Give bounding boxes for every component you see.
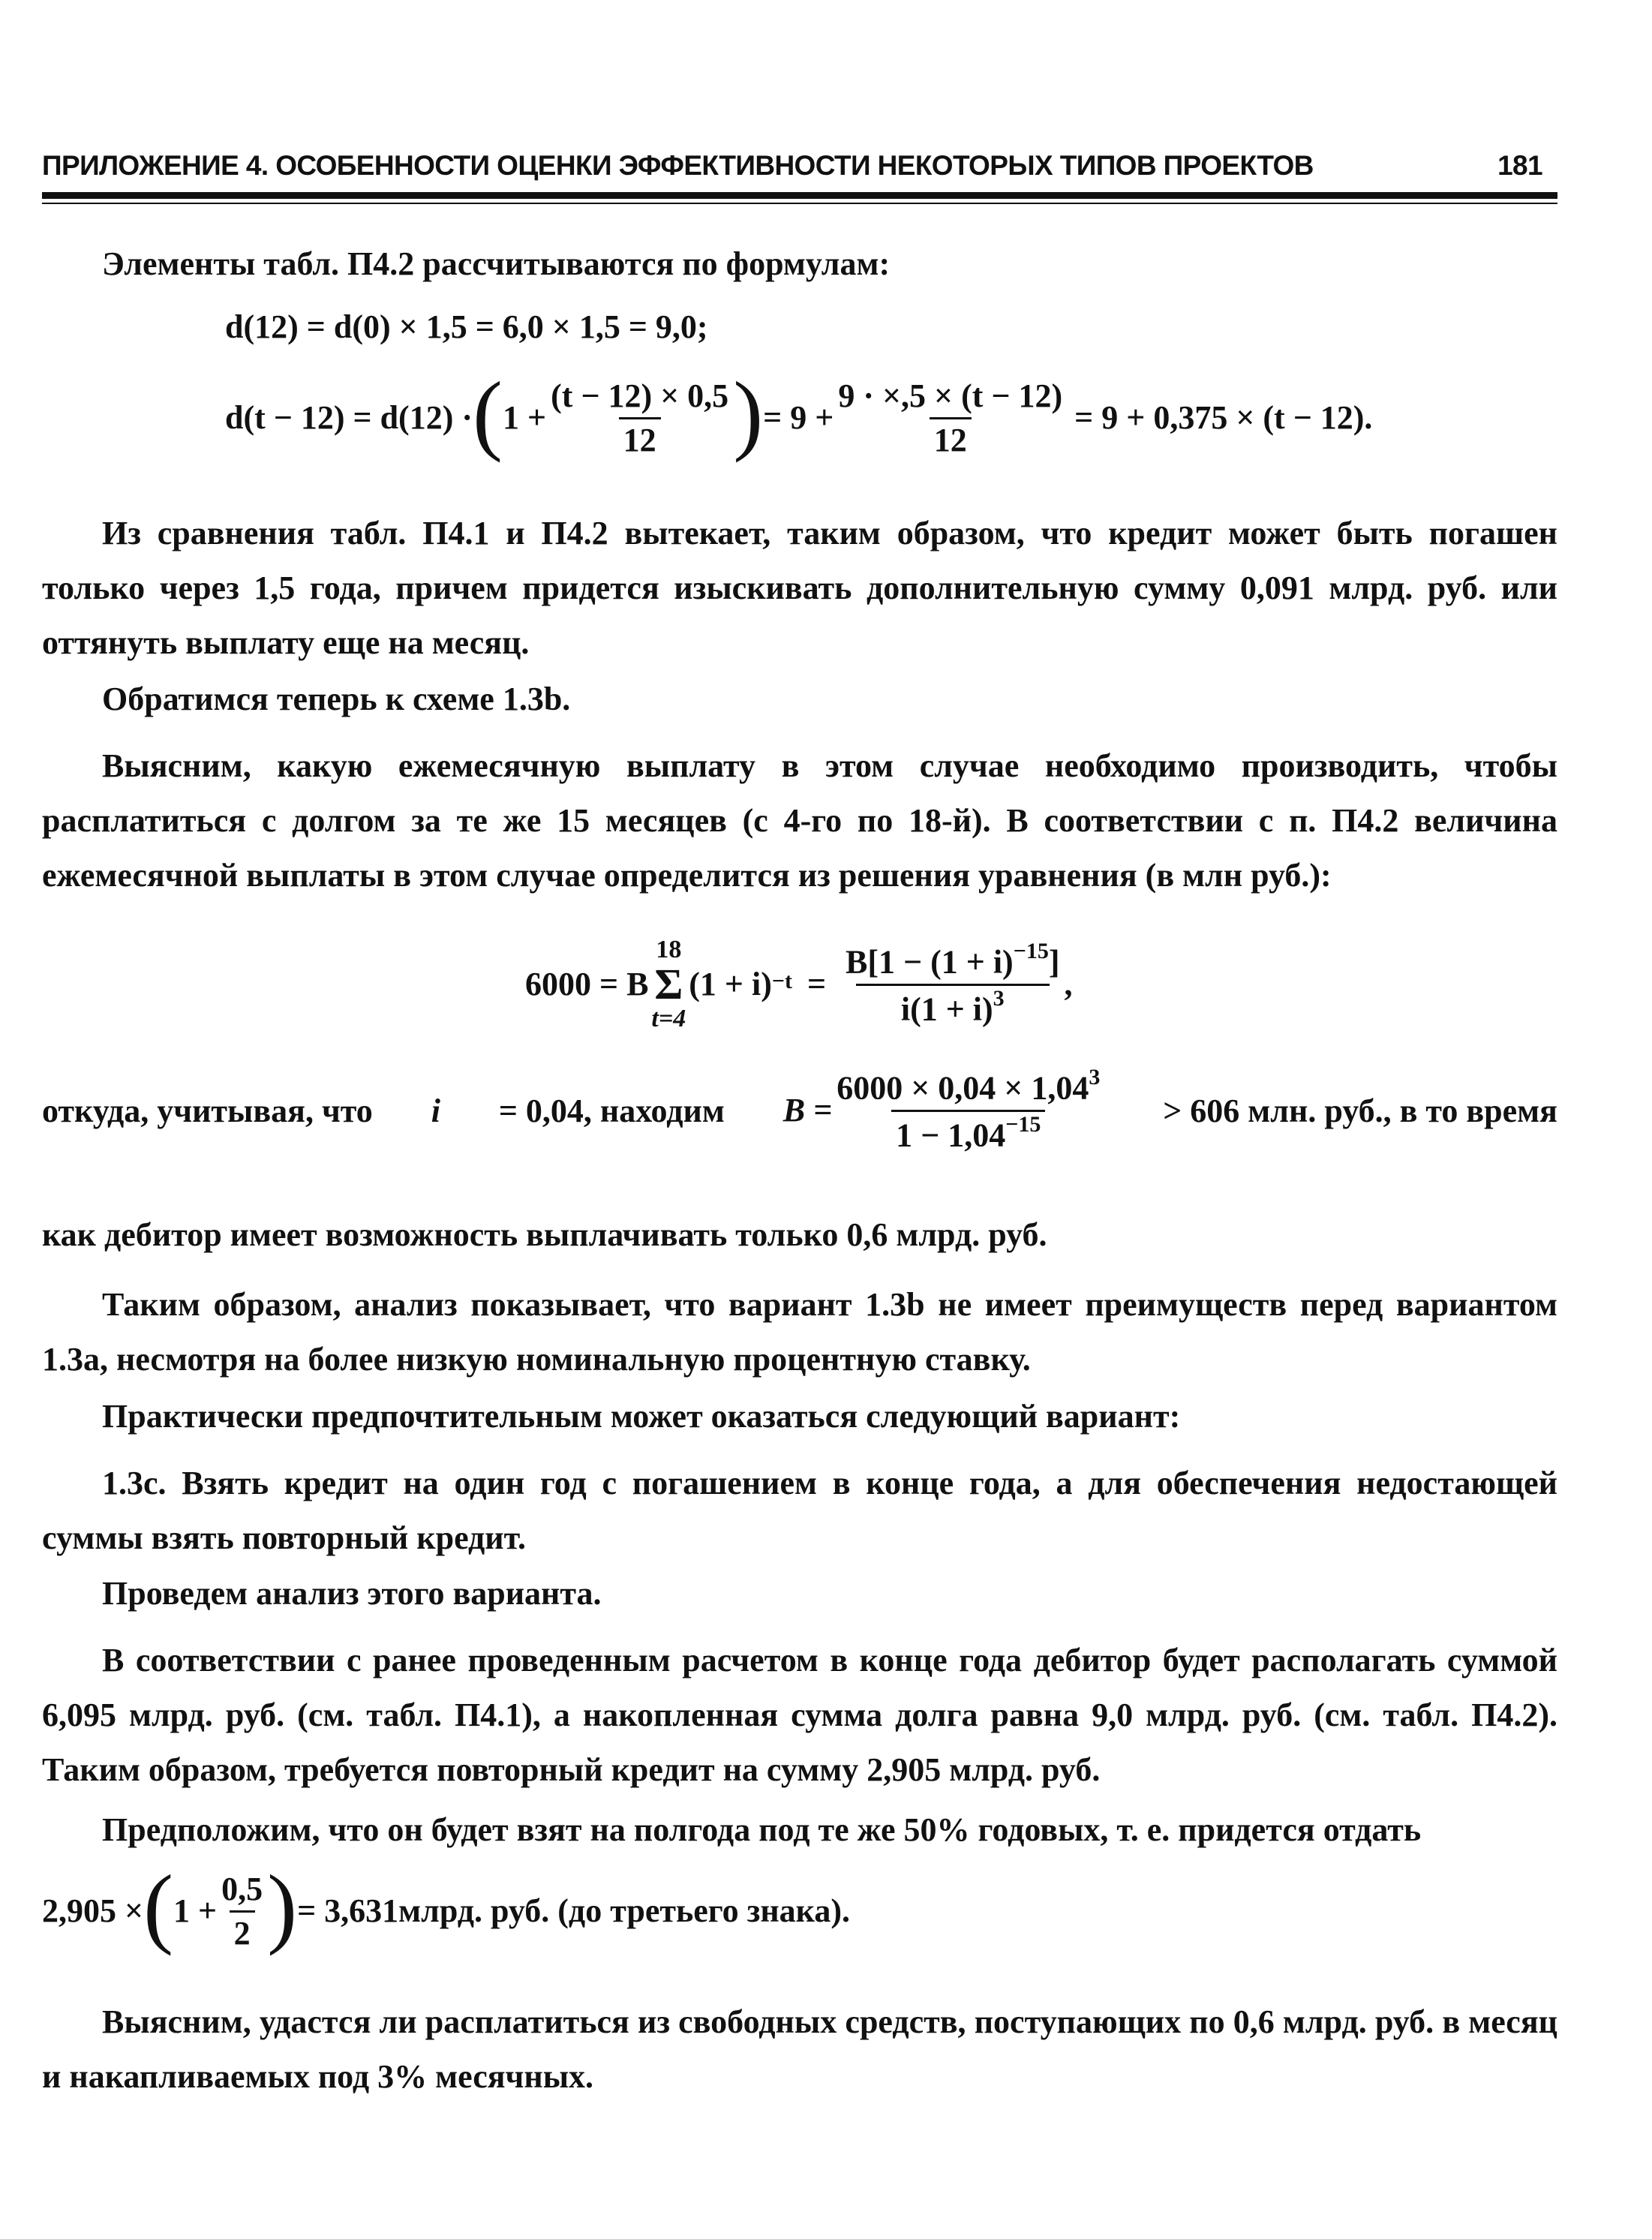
formula-d12: d(12) = d(0) × 1,5 = 6,0 × 1,5 = 9,0;: [225, 308, 708, 345]
fraction-numerator: $B[1 - (1 + i)^{-15}]$: [846, 938, 1060, 981]
fraction-numerator: 9 · ×,5 × (t − 12): [838, 377, 1063, 414]
paragraph-8: 1.3с. Взять кредит на один год с погашением в конце года, а для обеспечения недостающей суммы взять повторный кредит.: [42, 1465, 1557, 1556]
formula-B: [782, 1064, 1105, 1154]
paragraph-5-line: [42, 1065, 1557, 1156]
left-paren: (: [143, 1856, 174, 1956]
formula-2905-lhs: 2,905 ×: [42, 1892, 144, 1929]
paragraph-5-after: > 606 млн. руб., в то время: [1163, 1092, 1557, 1129]
paragraph-5-mid: = 0,04, находим: [498, 1092, 725, 1129]
paragraph-5-var: i: [431, 1092, 440, 1129]
fraction-9-x: [834, 377, 1067, 458]
paragraph-5-before: откуда, учитывая, что: [42, 1092, 373, 1129]
paragraph-7: Практически предпочтительным может оказаться следующий вариант:: [102, 1398, 1181, 1435]
formula-2905-result: = 3,631млрд. руб. (до третьего знака).: [297, 1892, 851, 1929]
sum-term: (1 + i): [689, 966, 772, 1002]
sum-lower-limit: t=4: [651, 1005, 686, 1032]
paragraph-6: Таким образом, анализ показывает, что вариант 1.3b не имеет преимуществ перед вариантом 1.3а, несмотря на более низкую номинальную процентную ставку.: [42, 1286, 1557, 1378]
formula-6000-sum: [525, 917, 1072, 1052]
formula-one-plus: 1 +: [173, 1892, 218, 1929]
fraction-B: [832, 1064, 1104, 1154]
formula-d-t-minus-12: [225, 363, 1373, 467]
fraction-numerator: (t − 12) × 0,5: [551, 377, 729, 414]
fraction-numerator: 0,5: [221, 1870, 263, 1907]
paragraph-5-continued: как дебитор имеет возможность выплачивать только 0,6 млрд. руб.: [42, 1216, 1047, 1253]
formula-2905: [42, 1856, 851, 1960]
fraction-denominator: $i(1 + i)^3$: [856, 984, 1050, 1026]
header-rule-thick: [42, 192, 1557, 199]
running-header-title: ПРИЛОЖЕНИЕ 4. ОСОБЕННОСТИ ОЦЕНКИ ЭФФЕКТИВНОСТИ НЕКОТОРЫХ ТИПОВ ПРОЕКТОВ: [42, 150, 1314, 181]
paragraph-12: Выясним, удастся ли расплатиться из свободных средств, поступающих по 0,6 млрд. руб. в месяц и накапливаемых под 3% месячных.: [42, 2003, 1557, 2095]
fraction-t-minus-12: [546, 377, 733, 458]
sum-operator: [651, 937, 686, 1032]
paragraph-9: Проведем анализ этого варианта.: [102, 1575, 602, 1612]
formula-d-t-rhs: = 9 + 0,375 × (t − 12).: [1074, 399, 1373, 436]
formula-eq-sign: =: [806, 966, 827, 1002]
sigma-symbol: Σ: [654, 960, 683, 1008]
right-paren: ): [733, 363, 764, 463]
formula-one-plus: 1 +: [503, 399, 547, 436]
formula-6000-lhs: 6000 = B: [525, 966, 649, 1002]
fraction-denominator: 12: [619, 417, 661, 457]
paragraph-10: В соответствии с ранее проведенным расчетом в конце года дебитор будет располагать суммой 6,095 млрд. руб. (см. табл. П4.1), а накопленная сумма долга равна 9,0 млрд. руб. (см. табл. П4.2). Таким образом, требуется повторный кредит на сумму 2,905 млрд. руб.: [42, 1642, 1557, 1788]
fraction-denominator: $1 - 1,04^{-15}$: [891, 1110, 1045, 1153]
paragraph-3: Обратимся теперь к схеме 1.3b.: [102, 681, 571, 717]
formula-B-lhs: B =: [782, 1092, 833, 1129]
formula-eq-9: = 9 +: [763, 399, 834, 436]
formula-comma: ,: [1064, 966, 1073, 1002]
right-paren: ): [267, 1856, 298, 1956]
header-rule-thin: [42, 203, 1557, 204]
paragraph-2: Из сравнения табл. П4.1 и П4.2 вытекает, таким образом, что кредит может быть погашен только через 1,5 года, причем придется изыскивать дополнительную сумму 0,091 млрд. руб. или оттянуть выплату еще на месяц.: [42, 515, 1557, 661]
sum-term-exponent: −t: [771, 969, 792, 993]
sum-upper-limit: 18: [656, 936, 682, 963]
left-paren: (: [473, 363, 503, 463]
page-number: 181: [1497, 150, 1542, 181]
formula-d-t-lhs: d(t − 12) = d(12) ·: [225, 399, 473, 436]
fraction-half: [217, 1870, 267, 1952]
paragraph-4: Выясним, какую ежемесячную выплату в этом случае необходимо производить, чтобы расплатиться с долгом за те же 15 месяцев (с 4-го по 18-й). В соответствии с п. П4.2 величина ежемесячной выплаты в этом случае определится из решения уравнения (в млн руб.):: [42, 747, 1557, 894]
fraction-numerator: $6000 \times 0,04 \times 1,04^3$: [837, 1064, 1101, 1107]
fraction-annuity: [841, 938, 1064, 1028]
paragraph-11: Предположим, что он будет взят на полгода под те же 50% годовых, т. е. придется отдать: [102, 1811, 1422, 1848]
running-header: [42, 150, 1557, 188]
fraction-denominator: 12: [930, 417, 972, 457]
paragraph-1: Элементы табл. П4.2 рассчитываются по формулам:: [102, 245, 891, 282]
fraction-denominator: 2: [230, 1910, 255, 1950]
